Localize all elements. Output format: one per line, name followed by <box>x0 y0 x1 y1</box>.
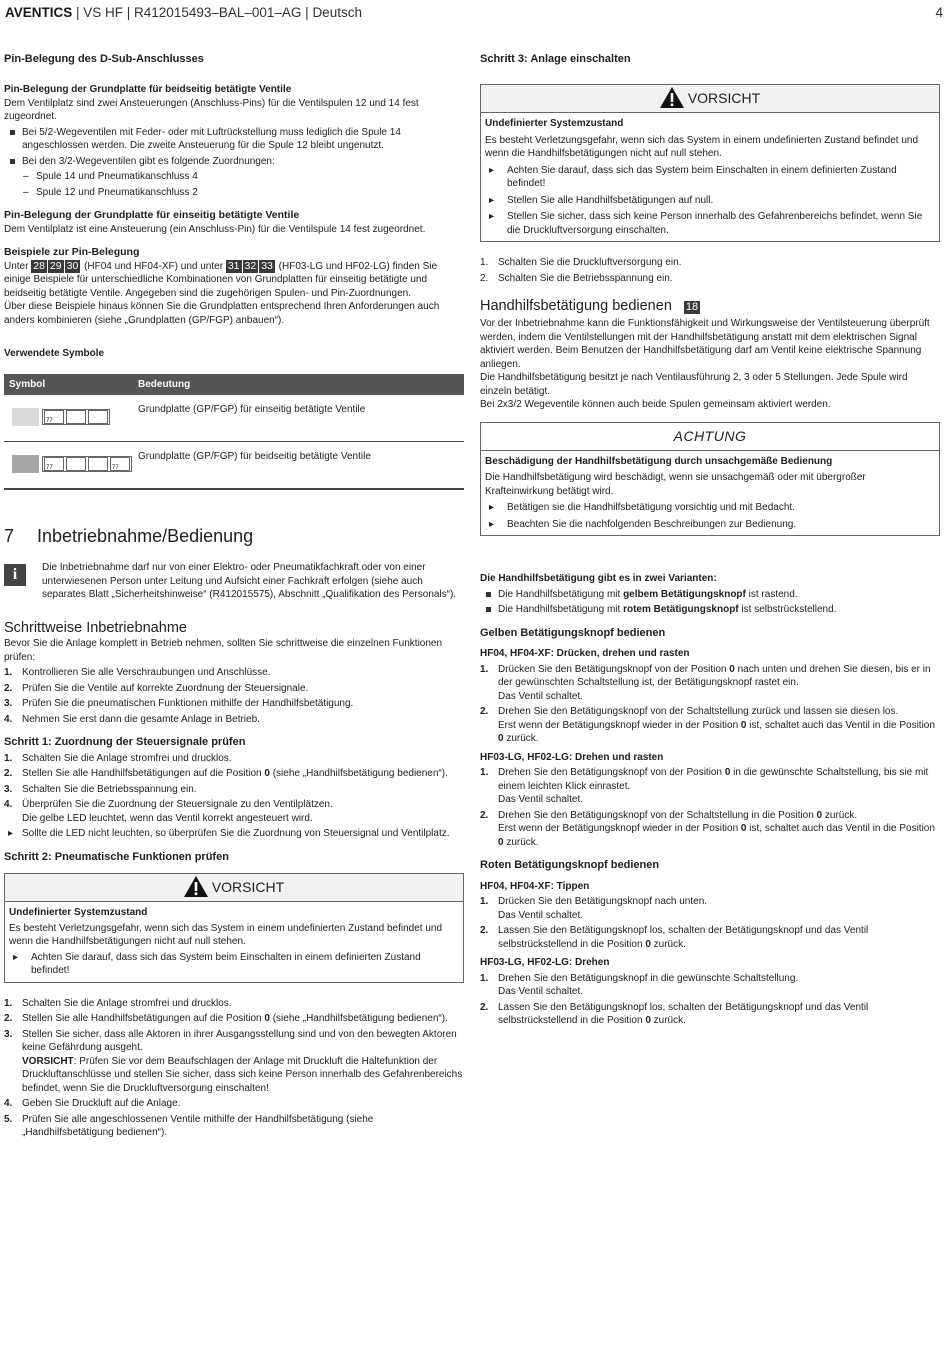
notice-text: Die Handhilfsbetätigung wird beschädigt, wenn sie unsachgemäß oder mit übergroßer Krafteinwirkung betätigt wird. <box>485 472 866 497</box>
text: (HF03-LG und HF02-LG) finden Sie einige Beispiele für unterschiedliche Kombinationen von Grundplatten für einseitig betätigte und beidseitig betätigte Ventile. Angegeben sind die zugehörigen Spulen- und Pin-Zuordnungen. <box>4 260 438 299</box>
subsection-title: Roten Betätigungsknopf bedienen <box>480 859 660 871</box>
list-item: 2. Drehen Sie den Betätigungsknopf von der Schaltstellung zurück und lassen sie diesen los. Erst wenn der Betätigungsknopf wieder in der Position 0 ist, schaltet auch das Ventil in die Position 0 zurück. <box>480 706 935 744</box>
list-item: 3. Prüfen Sie die pneumatischen Funktionen mithilfe der Handhilfsbetätigung. <box>4 698 354 709</box>
subsection-title: Schritt 1: Zuordnung der Steuersignale prüfen <box>4 736 246 748</box>
list-item: 5. Prüfen Sie alle angeschlossenen Ventile mithilfe der Handhilfsbetätigung (siehe „Handhilfsbetätigung bedienen“). <box>4 1113 374 1138</box>
warning-title: VORSICHT <box>687 90 761 106</box>
text: zurück. <box>650 938 686 950</box>
warning-body <box>5 902 463 982</box>
baseplate-icon <box>42 456 132 472</box>
text: : Prüfen Sie vor dem Beaufschlagen der Anlage mit Druckluft die Haltefunktion der Druckluftanschlüsse und stellen Sie sicher, dass sich keine Person innerhalb des Gefahrenbereichs befindet, wenn Sie die Druckluftversorgung einschalten! <box>22 1055 463 1094</box>
info-icon: i <box>4 564 26 586</box>
list-item: 4. Geben Sie Druckluft auf die Anlage. <box>4 1098 181 1109</box>
subsection-title: Verwendete Symbole <box>4 348 105 359</box>
baseplate-single-symbol <box>12 408 110 426</box>
text: (siehe „Handhilfsbetätigung bedienen“). <box>269 768 448 779</box>
warning-triangle-icon <box>184 876 208 897</box>
text: Drehen Sie den Betätigungsknopf von der Position <box>498 767 725 778</box>
text: gelbem Betätigungsknopf <box>623 588 746 600</box>
text: Stellen Sie alle Handhilfsbetätigungen auf die Position <box>22 768 265 779</box>
paragraph: Dem Ventilplatz sind zwei Ansteuerungen (Anschluss-Pins) für die Ventilspulen 12 und 14 fest zugeordnet. <box>4 97 419 122</box>
table-row <box>4 442 464 490</box>
list-item-text: Schalten Sie die Betriebsspannung ein. <box>498 272 673 284</box>
text: rotem Betätigungsknopf <box>623 604 739 615</box>
warning-instruction: ▸ Stellen Sie alle Handhilfsbetätigungen auf null. <box>485 194 935 208</box>
list-item: 3. Stellen Sie sicher, dass alle Aktoren in ihrer Ausgangsstellung sind und von den bewegten Aktoren keine Gefährdung ausgeht. VORSICHT: Prüfen Sie vor dem Beaufschlagen der Anlage mit Druckluft die Haltefunktion der Druckluftanschlüsse und stellen Sie sicher, dass sich keine Person innerhalb des Gefahrenbereichs befindet, wenn Sie die Druckluftversorgung einschalten! <box>4 1028 463 1094</box>
table-row <box>4 395 464 442</box>
list-item: 2. Schalten Sie die Betriebsspannung ein. <box>480 272 673 284</box>
list-item: 1. Drehen Sie den Betätigungsknopf von der Position 0 in die gewünschte Schaltstellung, bis sie mit einem leichten Klick einrastet. Das Ventil schaltet. <box>480 767 929 805</box>
list-item: 1. Drücken Sie den Betätigungsknopf von der Position 0 nach unten und drehen Sie diesen, bis er in der gewünschten Schaltstellung ist, der Betätigungsknopf rastet ein. Das Ventil schaltet. <box>480 663 931 702</box>
chapter-heading <box>4 525 464 546</box>
text: 0 <box>498 733 504 744</box>
text: zurück. <box>503 733 539 744</box>
page-header <box>5 6 943 26</box>
subsection-title: Schritt 3: Anlage einschalten <box>480 53 631 65</box>
text: 0 <box>816 809 823 821</box>
list-item-text: Kontrollieren Sie alle Verschraubungen und Anschlüsse. <box>22 667 271 678</box>
text: in die gewünschte Schaltstellung, bis sie mit einem leichten Klick einrastet. <box>498 767 929 792</box>
text: ist, schaltet auch das Ventil in die Position <box>746 719 935 731</box>
text: Lassen Sie den Betätigungsknopf los, schalten der Betätigungsknopf und das Ventil selbstrückstellend in die Position <box>498 1001 869 1026</box>
list-item-text: Nehmen Sie erst dann die gesamte Anlage in Betrieb. <box>22 713 260 725</box>
text: 0 <box>645 1015 651 1026</box>
column-header: Symbol <box>9 378 46 390</box>
text: 0 <box>498 836 504 848</box>
list-item-result: Das Ventil schaltet. <box>498 909 584 921</box>
subsection-title: Beispiele zur Pin-Belegung <box>4 246 140 258</box>
subsection-title: Pin-Belegung der Grundplatte für beidseitig betätigte Ventile <box>4 84 292 95</box>
text: Drücken Sie den Betätigungsknopf von der Position <box>498 663 730 675</box>
list-item: Bei 5/2-Wegeventilen mit Feder- oder mit Luftrückstellung muss lediglich die Spule 14 angeschlossen werden. Die zweite Ansteuerung für die Spule 12 bleibt ungenutzt. <box>4 126 464 153</box>
subsection-title: HF03-LG, HF02-LG: Drehen <box>480 957 610 968</box>
text: Die Handhilfsbetätigung mit <box>498 604 624 615</box>
info-text: Die Inbetriebnahme darf nur von einer Elektro- oder Pneumatikfachkraft oder von einer unterwiesenen Person unter Leitung und Aufsicht einer Fachkraft erfolgen (siehe auch separates Blatt „Sicherheitshinweise“ (R412015575), Abschnitt „Qualifikation des Personals“). <box>42 562 457 600</box>
table-header <box>4 374 464 395</box>
list-item-result: Das Ventil schaltet. <box>498 986 584 997</box>
list-item-text: Prüfen Sie die pneumatischen Funktionen mithilfe der Handhilfsbetätigung. <box>22 698 354 709</box>
text: (HF04 und HF04-XF) und unter <box>81 260 226 272</box>
notice-subtitle: Beschädigung der Handhilfsbetätigung durch unsachgemäße Bedienung <box>485 455 833 467</box>
text: Drehen Sie den Betätigungsknopf von der Schaltstellung in die Position <box>498 809 817 821</box>
brand-name: AVENTICS <box>5 5 73 20</box>
text: 0 <box>740 823 747 834</box>
figure-ref[interactable]: 30 <box>66 259 79 272</box>
text: ist rastend. <box>745 588 798 600</box>
warning-instruction: ▸ Achten Sie darauf, dass sich das System beim Einschalten in einem definierten Zustand befindet! <box>9 951 459 978</box>
paragraph <box>4 260 464 301</box>
list-item-result: Die gelbe LED leuchtet, wenn das Ventil korrekt angesteuert wird. <box>22 812 313 824</box>
list-item-text: Drehen Sie den Betätigungsknopf in die gewünschte Schaltstellung. <box>498 972 799 984</box>
list-item: 2. Stellen Sie alle Handhilfsbetätigungen auf die Position 0 (siehe „Handhilfsbetätigung bedienen“). <box>4 768 448 779</box>
list-item-result: Das Ventil schaltet. <box>498 690 584 702</box>
subsection-title: HF04, HF04-XF: Drücken, drehen und rasten <box>480 648 690 659</box>
figure-ref[interactable]: 31 <box>227 259 240 272</box>
list-item-text: Prüfen Sie alle angeschlossenen Ventile mithilfe der Handhilfsbetätigung (siehe „Handhilfsbetätigung bedienen“). <box>22 1113 374 1138</box>
notice-box <box>480 422 940 537</box>
text: Lassen Sie den Betätigungsknopf los, schalten der Betätigungsknopf und das Ventil selbstrückstellend in die Position <box>498 925 869 950</box>
warning-subtitle: Undefinierter Systemzustand <box>9 907 148 918</box>
document-id: | VS HF | R412015493–BAL–001–AG | Deutsch <box>72 5 362 20</box>
list-item-text: Geben Sie Druckluft auf die Anlage. <box>22 1098 181 1109</box>
list-item: 2. Drehen Sie den Betätigungsknopf von der Schaltstellung in die Position 0 zurück. Erst wenn der Betätigungsknopf wieder in der Position 0 ist, schaltet auch das Ventil in die Position 0 zurück. <box>480 809 935 848</box>
list-item: – Spule 14 und Pneumatikanschluss 4 <box>4 170 464 184</box>
list-item: 2. Prüfen Sie die Ventile auf korrekte Zuordnung der Steuersignale. <box>4 682 309 694</box>
paragraph: Bevor Sie die Anlage komplett in Betrieb nehmen, sollten Sie schrittweise die einzelnen Funktionen prüfen: <box>4 638 443 663</box>
warning-header <box>5 874 463 902</box>
list-item-text: Schalten Sie die Anlage stromfrei und drucklos. <box>22 997 232 1009</box>
color-swatch <box>12 408 39 426</box>
paragraph: Bei 2x3/2 Wegeventile können auch beide Spulen gemeinsam aktiviert werden. <box>480 399 831 410</box>
list-item <box>480 588 940 602</box>
list-item: 1. Kontrollieren Sie alle Verschraubungen und Anschlüsse. <box>4 667 271 678</box>
left-column <box>4 53 464 1140</box>
notice-header: ACHTUNG <box>481 423 939 451</box>
section-title-text: Handhilfsbetätigung bedienen <box>480 298 672 314</box>
list-item: 2. Lassen Sie den Betätigungsknopf los, schalten der Betätigungsknopf und das Ventil selbstrückstellend in die Position 0 zurück. <box>480 925 869 950</box>
list-item: 4. Nehmen Sie erst dann die gesamte Anlage in Betrieb. <box>4 713 260 725</box>
list-item: – Spule 12 und Pneumatikanschluss 2 <box>4 186 464 200</box>
text: 0 <box>740 719 747 731</box>
right-column <box>480 53 940 1028</box>
text: 0 <box>264 1013 270 1024</box>
list-item: 1. Schalten Sie die Anlage stromfrei und drucklos. <box>4 997 232 1009</box>
warning-body <box>481 113 939 241</box>
section-title <box>480 300 940 314</box>
text: ist selbstrückstellend. <box>738 604 837 615</box>
symbol-table <box>4 374 464 490</box>
list-item: 1. Schalten Sie die Druckluftversorgung ein. <box>480 257 682 268</box>
list-item-text: Stellen Sie sicher, dass alle Aktoren in ihrer Ausgangsstellung sind und von den bewegten Aktoren keine Gefährdung ausgeht. <box>22 1028 457 1053</box>
list-item-text: Drehen Sie den Betätigungsknopf von der Schaltstellung zurück und lassen sie diesen los. <box>498 706 899 717</box>
text: 0 <box>264 768 270 779</box>
list-item: ▸ Sollte die LED nicht leuchten, so überprüfen Sie die Zuordnung von Steuersignal und Ventilplatz. <box>4 827 464 841</box>
info-note <box>4 561 464 602</box>
list-item <box>480 603 940 617</box>
figure-ref[interactable]: 28 <box>33 259 45 272</box>
table-cell: Grundplatte (GP/FGP) für einseitig betätigte Ventile <box>138 403 366 415</box>
text: Stellen Sie alle Handhilfsbetätigungen auf die Position <box>22 1013 265 1024</box>
figure-ref[interactable]: 29 <box>49 259 62 272</box>
page-number: 4 <box>935 5 943 20</box>
paragraph: Dem Ventilplatz ist eine Ansteuerung (ein Anschluss-Pin) für die Ventilspule 14 fest zugeordnet. <box>4 223 426 235</box>
notice-instruction: ▸ Beachten Sie die nachfolgenden Beschreibungen zur Bedienung. <box>485 518 935 532</box>
text: 0 <box>729 663 735 675</box>
chapter-title: Inbetriebnahme/Bedienung <box>37 525 254 546</box>
subsection-title: Die Handhilfsbetätigung gibt es in zwei Varianten: <box>480 573 717 584</box>
chapter-number: 7 <box>4 525 15 546</box>
section-title: Schrittweise Inbetriebnahme <box>4 619 187 636</box>
text: zurück. <box>503 836 539 848</box>
text: VORSICHT <box>22 1055 74 1067</box>
warning-header <box>481 85 939 113</box>
list-item: 2. Stellen Sie alle Handhilfsbetätigungen auf die Position 0 (siehe „Handhilfsbetätigung bedienen“). <box>4 1013 448 1024</box>
list-item-result: Das Ventil schaltet. <box>498 794 584 805</box>
notice-body <box>481 451 939 536</box>
list-item-text: Schalten Sie die Betriebsspannung ein. <box>22 783 197 795</box>
text: ist, schaltet auch das Ventil in die Position <box>746 823 935 834</box>
warning-box <box>480 84 940 242</box>
warning-triangle-icon <box>660 87 684 108</box>
paragraph: Vor der Inbetriebnahme kann die Funktionsfähigkeit und Wirkungsweise der Ventilsteuerung überprüft werden, indem die Ventilstellungen mit der Handhilfsbetätigung anstatt mit dem elektrischen Signal aktiviert werden. Beim Benutzen der Handhilfsbetätigung darf am Ventil keine elektrische Spannung anliegen. <box>480 318 930 370</box>
text: Erst wenn der Betätigungsknopf wieder in der Position <box>498 719 741 731</box>
list-item: 1. Drücken Sie den Betätigungsknopf nach unten. Das Ventil schaltet. <box>480 896 708 921</box>
list-item: 1. Schalten Sie die Anlage stromfrei und drucklos. <box>4 752 232 764</box>
paragraph: Über diese Beispiele hinaus können Sie die Grundplatten entsprechend Ihren Anforderungen auch anders kombinieren (siehe „Grundplatten (GP/FGP) anbauen“). <box>4 301 440 326</box>
list-item: 3. Schalten Sie die Betriebsspannung ein. <box>4 783 197 795</box>
text: Unter <box>4 260 32 272</box>
text: nach unten und drehen Sie diesen, bis er in der gewünschten Schaltstellung ist, der Betätigungsknopf rastet ein. <box>498 663 931 688</box>
baseplate-double-symbol <box>12 455 132 473</box>
warning-instruction: ▸ Achten Sie darauf, dass sich das System beim Einschalten in einem definierten Zustand befindet! <box>485 164 935 191</box>
list-item: 4. Überprüfen Sie die Zuordnung der Steuersignale zu den Ventilplätzen. Die gelbe LED leuchtet, wenn das Ventil korrekt angesteuert wird. <box>4 799 333 824</box>
figure-ref[interactable]: 33 <box>261 259 273 272</box>
list-item-text: Schalten Sie die Druckluftversorgung ein. <box>498 257 682 268</box>
section-title: Pin-Belegung des D-Sub-Anschlusses <box>4 53 204 65</box>
warning-title: VORSICHT <box>211 879 285 895</box>
figure-ref[interactable]: 18 <box>685 301 699 313</box>
warning-text: Es besteht Verletzungsgefahr, wenn sich das System in einem undefinierten Zustand befindet und wenn die Handhilfsbetätigungen nicht auf null stehen. <box>485 134 919 159</box>
color-swatch <box>12 455 39 473</box>
text: zurück. <box>822 809 858 821</box>
subsection-title: Pin-Belegung der Grundplatte für einseitig betätigte Ventile <box>4 209 300 221</box>
warning-text: Es besteht Verletzungsgefahr, wenn sich das System in einem undefinierten Zustand befindet und wenn die Handhilfsbetätigungen nicht auf null stehen. <box>9 922 443 947</box>
baseplate-icon <box>42 409 110 425</box>
list-item: 2. Lassen Sie den Betätigungsknopf los, schalten der Betätigungsknopf und das Ventil selbstrückstellend in die Position 0 zurück. <box>480 1001 869 1026</box>
text: Die Handhilfsbetätigung mit <box>498 588 624 600</box>
text: 0 <box>645 938 651 950</box>
list-item-text: Schalten Sie die Anlage stromfrei und drucklos. <box>22 752 232 764</box>
text: Erst wenn der Betätigungsknopf wieder in der Position <box>498 823 741 834</box>
list-item-text: Drücken Sie den Betätigungsknopf nach unten. <box>498 896 708 907</box>
text: zurück. <box>650 1015 686 1026</box>
list-item-text: Prüfen Sie die Ventile auf korrekte Zuordnung der Steuersignale. <box>22 682 309 694</box>
warning-box <box>4 873 464 983</box>
warning-subtitle: Undefinierter Systemzustand <box>485 118 624 129</box>
subsection-title: Gelben Betätigungsknopf bedienen <box>480 626 666 639</box>
warning-instruction: ▸ Stellen Sie sicher, dass sich keine Person innerhalb des Gefahrenbereichs befindet, wenn Sie die Druckluftversorgung einschalten. <box>485 210 935 237</box>
subsection-title: Schritt 2: Pneumatische Funktionen prüfen <box>4 850 229 863</box>
list-item: 1. Drehen Sie den Betätigungsknopf in die gewünschte Schaltstellung. Das Ventil schaltet. <box>480 972 799 997</box>
list-item-text: Überprüfen Sie die Zuordnung der Steuersignale zu den Ventilplätzen. <box>22 799 333 810</box>
notice-instruction: ▸ Betätigen sie die Handhilfsbetätigung vorsichtig und mit Bedacht. <box>485 501 935 515</box>
text: (siehe „Handhilfsbetätigung bedienen“). <box>269 1013 448 1024</box>
list-item: Bei den 3/2-Wegeventilen gibt es folgende Zuordnungen: <box>4 155 464 169</box>
text: 0 <box>724 767 731 778</box>
subsection-title: HF03-LG, HF02-LG: Drehen und rasten <box>480 751 664 763</box>
figure-ref[interactable]: 32 <box>244 259 257 272</box>
subsection-title: HF04, HF04-XF: Tippen <box>480 880 590 892</box>
column-header: Bedeutung <box>138 378 191 390</box>
table-cell: Grundplatte (GP/FGP) für beidseitig betätigte Ventile <box>138 450 371 462</box>
paragraph: Die Handhilfsbetätigung besitzt je nach Ventilausführung 2, 3 oder 5 Stellungen. Jede Spule wird einzeln betätigt. <box>480 372 908 397</box>
